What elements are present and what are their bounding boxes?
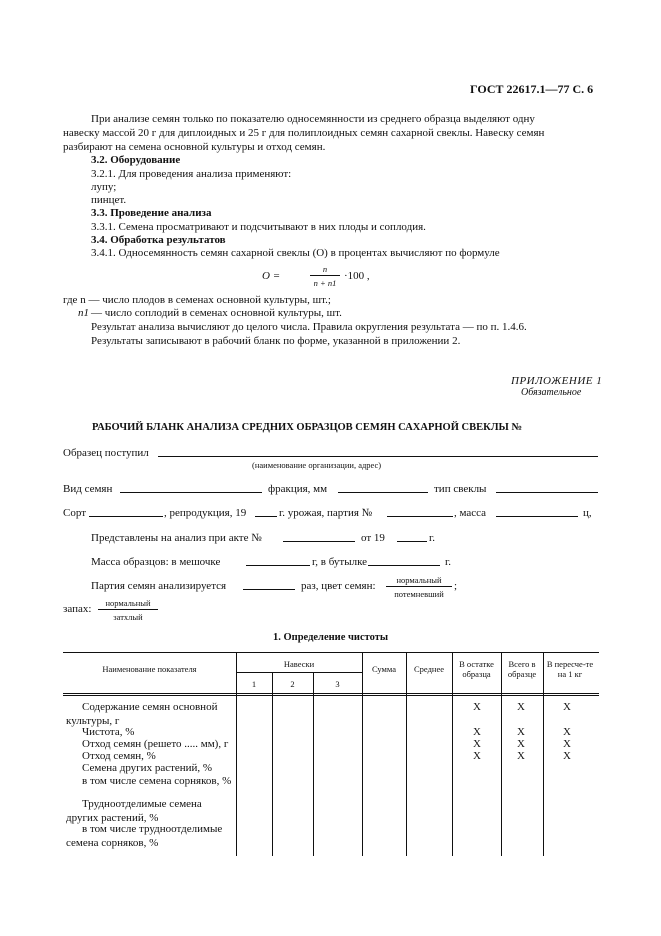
- formula-lhs: O =: [262, 270, 281, 282]
- paragraph-line: При анализе семян только по показателю односемянности из среднего образца выделяют одну: [91, 113, 535, 125]
- formula-denominator: n + n1: [313, 278, 337, 288]
- header-portion-2: 2: [290, 679, 295, 689]
- section-heading-3-3: 3.3. Проведение анализа: [91, 207, 212, 219]
- section-heading-3-2: 3.2. Оборудование: [91, 154, 181, 166]
- table-row-label: Трудноотделимые семена других растений, %: [66, 798, 202, 824]
- paragraph-line: навеску массой 20 г для диплоидных и 25 г для полиплоидных семян сахарной свеклы. Навеску семян: [63, 127, 545, 139]
- label-fraction: фракция, мм: [268, 483, 328, 495]
- table-cell-x: X: [473, 701, 481, 713]
- field-bag-mass[interactable]: [246, 565, 310, 566]
- label-reproduction: , репродукция, 19: [164, 507, 247, 519]
- table-cell-x: X: [563, 701, 571, 713]
- option-color-normal[interactable]: нормальный: [396, 575, 442, 585]
- section-heading-3-4: 3.4. Обработка результатов: [91, 234, 226, 246]
- table-cell-x: X: [473, 750, 481, 762]
- clause-3-3-1: 3.3.1. Семена просматривают и подсчитывают в них плоды и соплодия.: [91, 221, 426, 233]
- smell-fraction-bar: [98, 609, 158, 610]
- table-row-label: в том числе трудноотделимые семена сорняков, %: [66, 823, 223, 849]
- header-portion-1: 1: [251, 679, 257, 689]
- header-per-1kg: В пересче-те на 1 кг: [546, 659, 594, 679]
- label-variety: Сорт: [63, 507, 86, 519]
- label-received: Образец поступил: [63, 447, 149, 459]
- table-cell-x: X: [517, 701, 525, 713]
- table-cell-x: X: [473, 726, 481, 738]
- formula-rhs: ·100 ,: [344, 270, 370, 282]
- caption-organization: (наименование организации, адрес): [252, 460, 382, 470]
- header-average: Среднее: [414, 664, 444, 674]
- label-mass: , масса: [454, 507, 487, 519]
- header-sum: Сумма: [371, 664, 397, 674]
- label-times-color: раз, цвет семян:: [301, 580, 376, 592]
- field-species[interactable]: [120, 492, 262, 493]
- formula-numerator: n: [322, 264, 328, 274]
- table-row-label: Семена других растений, %: [82, 762, 213, 774]
- equipment-item: пинцет.: [91, 194, 127, 206]
- document-number: ГОСТ 22617.1—77 С. 6: [470, 82, 594, 96]
- label-samples-mass: Масса образцов: в мешочке: [91, 556, 221, 568]
- semicolon: ;: [454, 580, 458, 592]
- table-row-label: в том числе семена сорняков, %: [82, 775, 232, 787]
- field-bottle-mass[interactable]: [368, 565, 440, 566]
- label-harvest-lot: г. урожая, партия №: [279, 507, 373, 519]
- definition-n: где n — число плодов в семенах основной культуры, шт.;: [63, 294, 331, 306]
- equipment-item: лупу;: [91, 181, 117, 193]
- table-row-label: Чистота, %: [82, 726, 135, 738]
- option-smell-stale[interactable]: затхлый: [113, 612, 143, 622]
- label-in-bottle: г, в бутылке: [312, 556, 368, 568]
- field-received[interactable]: [158, 456, 598, 457]
- paragraph-line: разбирают на семена основной культуры и отход семян.: [63, 141, 326, 153]
- table-cell-x: X: [563, 750, 571, 762]
- label-act: Представлены на анализ при акте №: [91, 532, 262, 544]
- header-total-sample: Всего в образце: [507, 659, 537, 679]
- header-indicator-name: Наименование показателя: [102, 664, 197, 674]
- label-act-from: от 19: [361, 532, 385, 544]
- field-mass[interactable]: [496, 516, 578, 517]
- option-smell-normal[interactable]: нормальный: [105, 598, 151, 608]
- definition-n1: — число соплодий в семенах основной культуры, шт.: [91, 307, 342, 319]
- field-act-year[interactable]: [397, 541, 427, 542]
- field-times[interactable]: [243, 589, 295, 590]
- appendix-title: ПРИЛОЖЕНИЕ 1: [511, 375, 603, 387]
- clause-3-4-1: 3.4.1. Односемянность семян сахарной свеклы (O) в процентах вычисляют по формуле: [91, 247, 500, 259]
- table-cell-x: X: [473, 738, 481, 750]
- appendix-subtitle: Обязательное: [521, 387, 582, 398]
- table-cell-x: X: [517, 738, 525, 750]
- table-row-label: Отход семян (решето ..... мм), г: [82, 738, 229, 750]
- header-remainder: В остатке образца: [459, 659, 494, 679]
- label-lot: Партия семян анализируется: [91, 580, 227, 592]
- table-row-label: Отход семян, %: [82, 750, 156, 762]
- table-cell-x: X: [517, 750, 525, 762]
- formula-fraction-bar: [310, 275, 340, 276]
- result-rounding: Результат анализа вычисляют до целого числа. Правила округления результата — по п. 1.4.6.: [91, 321, 527, 333]
- label-act-g: г.: [429, 532, 436, 544]
- definition-n1-symbol: n1: [78, 307, 89, 319]
- label-smell: запах:: [63, 603, 92, 615]
- label-species: Вид семян: [63, 483, 113, 495]
- color-fraction-bar: [386, 586, 452, 587]
- unit-centner: ц,: [583, 507, 592, 519]
- field-fraction[interactable]: [338, 492, 428, 493]
- field-beet-type[interactable]: [496, 492, 598, 493]
- field-variety[interactable]: [89, 516, 163, 517]
- table-cell-x: X: [563, 738, 571, 750]
- header-portions: Навески: [283, 659, 315, 669]
- table-title: 1. Определение чистоты: [273, 632, 389, 643]
- table-row-label: Содержание семян основной культуры, г: [66, 701, 218, 727]
- label-bottle-g: г.: [445, 556, 452, 568]
- table-cell-x: X: [563, 726, 571, 738]
- option-color-dark[interactable]: потемневший: [394, 589, 444, 599]
- field-act-number[interactable]: [283, 541, 355, 542]
- field-lot-number[interactable]: [387, 516, 453, 517]
- table-cell-x: X: [517, 726, 525, 738]
- form-title: РАБОЧИЙ БЛАНК АНАЛИЗА СРЕДНИХ ОБРАЗЦОВ СЕМЯН САХАРНОЙ СВЕКЛЫ №: [92, 422, 523, 433]
- label-beet-type: тип свеклы: [434, 483, 487, 495]
- header-portion-3: 3: [335, 679, 340, 689]
- result-record: Результаты записывают в рабочий бланк по форме, указанной в приложении 2.: [91, 335, 461, 347]
- clause-3-2-1: 3.2.1. Для проведения анализа применяют:: [91, 168, 292, 180]
- field-harvest-year[interactable]: [255, 516, 277, 517]
